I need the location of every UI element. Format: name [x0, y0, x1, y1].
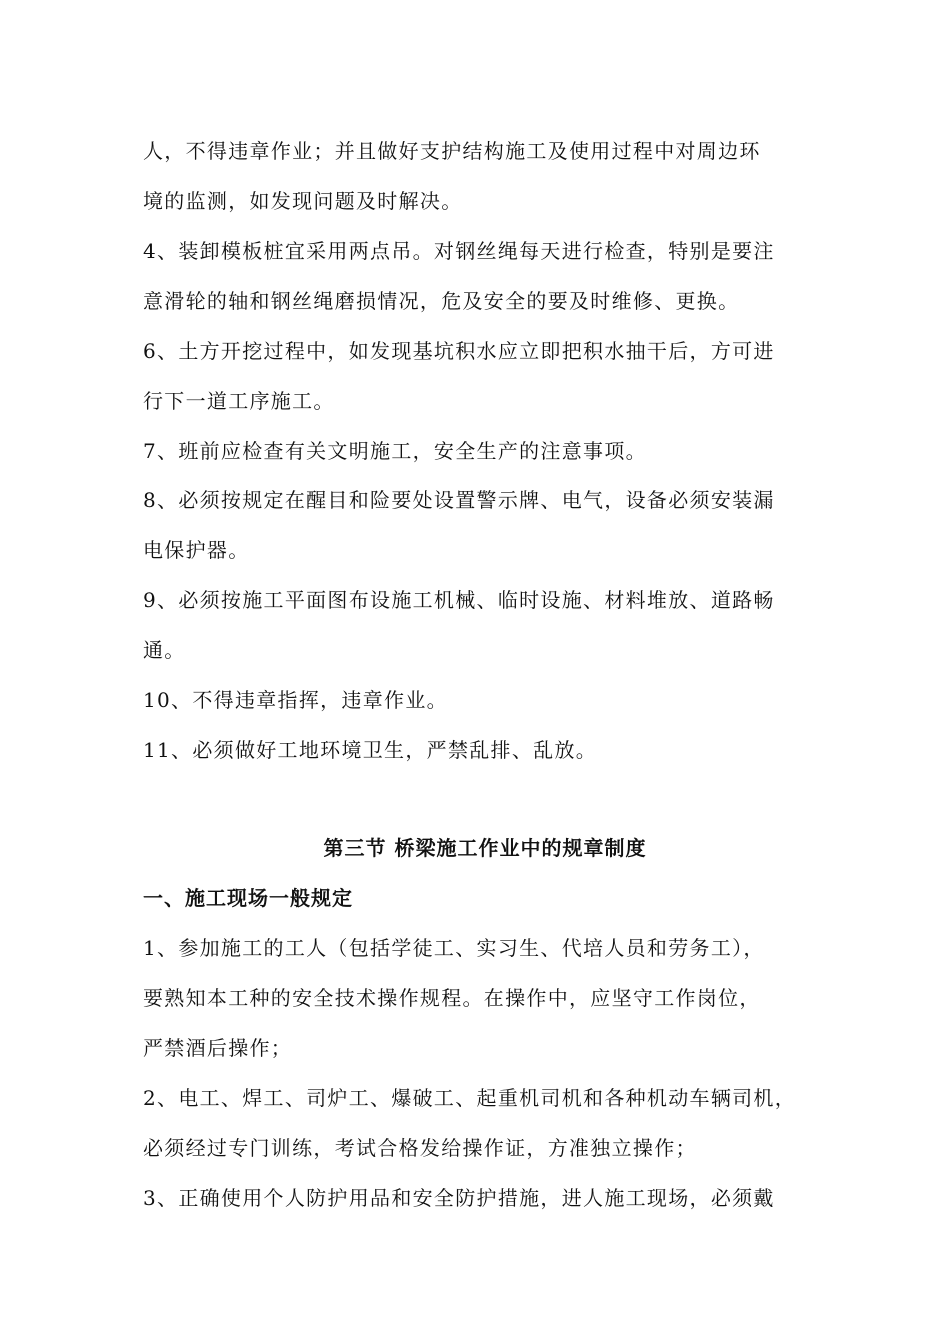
text-line: 行下一道工序施工。 [143, 389, 335, 413]
text-line: 11、必须做好工地环境卫生，严禁乱排、乱放。 [143, 738, 598, 762]
text-line: 意滑轮的轴和钢丝绳磨损情况，危及安全的要及时维修、更换。 [143, 289, 740, 313]
text-line: 9、必须按施工平面图布设施工机械、临时设施、材料堆放、道路畅 [143, 588, 775, 612]
text-line: 人，不得违章作业；并且做好支护结构施工及使用过程中对周边环 [143, 139, 761, 163]
text-line: 通。 [143, 638, 186, 662]
text-line: 8、必须按规定在醒目和险要处设置警示牌、电气，设备必须安装漏 [143, 488, 775, 512]
text-line: 1、参加施工的工人（包括学徒工、实习生、代培人员和劳务工）， [143, 936, 765, 960]
text-line: 严禁酒后操作； [143, 1036, 293, 1060]
section-title: 第三节 桥梁施工作业中的规章制度 [323, 836, 647, 860]
text-line: 4、装卸模板桩宜采用两点吊。对钢丝绳每天进行检查，特别是要注 [143, 239, 775, 263]
text-line: 3、正确使用个人防护用品和安全防护措施，进人施工现场，必须戴 [143, 1186, 775, 1210]
sub-heading: 一、施工现场一般规定 [143, 886, 353, 910]
text-line: 10、不得违章指挥，违章作业。 [143, 688, 448, 712]
text-line: 2、电工、焊工、司炉工、爆破工、起重机司机和各种机动车辆司机， [143, 1086, 797, 1110]
text-line: 要熟知本工种的安全技术操作规程。在操作中，应坚守工作岗位， [143, 986, 761, 1010]
text-line: 必须经过专门训练，考试合格发给操作证，方准独立操作； [143, 1136, 697, 1160]
text-line: 6、土方开挖过程中，如发现基坑积水应立即把积水抽干后，方可进 [143, 339, 775, 363]
text-line: 电保护器。 [143, 538, 250, 562]
text-line: 7、班前应检查有关文明施工，安全生产的注意事项。 [143, 439, 647, 463]
text-line: 境的监测，如发现问题及时解决。 [143, 189, 463, 213]
